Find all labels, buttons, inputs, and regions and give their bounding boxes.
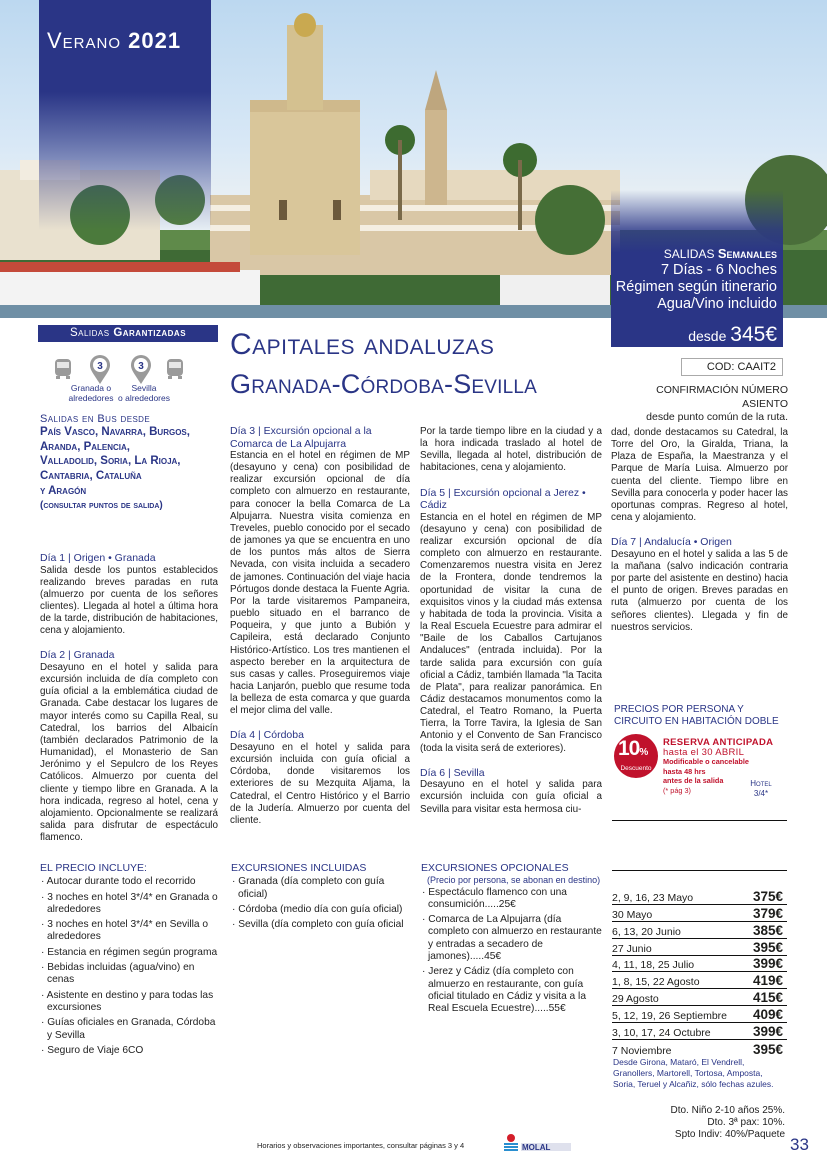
bus-departure-line: País Vasco, Navarra, Burgos, [40,426,190,438]
price-row [612,939,787,956]
pin-label-line: o alrededores [118,393,170,403]
list-item: · Guías oficiales en Granada, Córdoba y Sevilla [41,1017,216,1041]
optional-excursion [421,966,604,1015]
discount-child: Dto. Niño 2-10 años 25%. [670,1105,785,1116]
price-row-price: 409€ [752,1007,783,1023]
list-item: · Granada (día completo con guía oficial) [232,876,385,900]
price-row-dates: 1, 8, 15, 22 Agosto [612,976,700,989]
price-row [612,1023,787,1040]
list-item: · Seguro de Viaje 6CO [41,1044,144,1056]
optional-excursion [421,887,604,912]
optional-excursion [421,914,604,963]
optional-excursion-price: 25€ [498,898,516,910]
trip-duration: 7 Días - 6 Noches [660,262,777,278]
promo-line: RESERVA ANTICIPADA [663,737,774,748]
season-banner [39,0,211,230]
trip-drinks: Agua/Vino incluido [657,296,777,312]
pin-label-granada [66,383,116,403]
seat-confirmation [612,384,788,425]
percent-sign: % [639,747,648,758]
price-row-dates: 29 Agosto [612,993,659,1006]
footer-note: Horarios y observaciones importantes, consultar páginas 3 y 4 [257,1141,465,1150]
price-table [612,888,787,1057]
price-row-price: 375€ [752,888,783,904]
trip-regime: Régimen según itinerario [615,279,777,295]
list-item: · 3 noches en hotel 3*/4* en Granada o alrededores [41,891,218,915]
price-row [612,1040,787,1057]
guaranteed-departures-banner [38,325,218,342]
price-row [612,905,787,922]
price-row [612,989,787,1006]
day-6-text: Desayuno en el hotel y salida para excursión incluida con guía oficial a Sevilla para visitar esta hermosa ciu- [420,779,602,815]
confirmation-line-2: desde punto común de la ruta. [646,411,788,423]
departures-frequency [664,246,777,261]
price-row [612,972,787,989]
price-row [612,1006,787,1023]
promo-line: hasta el 30 ABRIL [663,746,745,758]
price-row-price: 379€ [752,905,783,921]
day-1-title: Día 1 | Origen • Granada [40,552,156,564]
promo-line: antes de la salida [663,776,724,786]
pin-label-sevilla [116,383,172,403]
departures-box [611,190,783,347]
season-word: Verano [47,28,122,53]
price-row-price: 395€ [752,1041,783,1057]
day-4-text-cont: Por la tarde tiempo libre en la ciudad y a la hora indicada traslado al hotel de Sevilla, llegada al hotel, distribución de habitaciones, cena y alojamiento. [420,426,602,474]
season-label [47,28,207,54]
price-row-price: 385€ [752,922,783,938]
promo-line: (* pág 3) [663,785,691,795]
optional-excursion-text: · Jerez y Cádiz (día completo con almuerzo en restaurante, con guía oficial titulado en Cádiz y visita a la Real Escuela Ecuestre)..... [422,966,586,1015]
day-2-text: Desayuno en el hotel y salida para excursión incluida de día completo con guía oficial a la emblemática ciudad de Granada. Cabe destacar los lugares de mayor interés como su Capilla Real, su Catedral, los barrios del Albaicín (también declarados Patrimonio de la Humanidad), el Monasterio de San Jerónimo y el Sepulcro de los Reyes Católicos. Almuerzo por cuenta del cliente y tiempo libre en Granada. A la hora indicada, regreso al hotel, cena y alojamiento. Opcionalmente se realizará salida para disfrutar de espectáculo flamenco. [40,661,218,844]
day-7-text: Desayuno en el hotel y salida a las 5 de la mañana (salvo indicación contraria por parte del asistente en destino) hacia el punto de origen. Breves paradas en ruta (almuerzo por cuenta de los señores clientes). Llegada y fin de nuestros servicios. [611,548,788,633]
day-7-title: Día 7 | Andalucía • Origen [611,536,732,549]
day-3-title: Día 3 | Excursión opcional a la Comarca de La Alpujarra [230,425,372,450]
list-item: · Autocar durante todo el recorrido [41,876,196,888]
bus-icon [164,358,186,380]
company-logo [503,1133,573,1153]
page-title: Capitales andaluzas [230,328,495,361]
excursions-included [231,862,416,934]
bus-departure-line: Valladolid, Soria, La Rioja, [40,455,181,468]
page-subtitle: Granada-Córdoba-Sevilla [230,369,538,399]
price-row-dates: 6, 13, 20 Junio [612,925,681,938]
guaranteed-label: Salidas [69,327,110,339]
itinerary-column-3 [420,426,602,828]
price-from [688,323,777,347]
price-row-price: 415€ [752,990,783,1006]
pin-label-line: Granada o [70,383,112,393]
promo-line: hasta 48 hrs [663,766,706,776]
day-5-title: Día 5 | Excursión opcional a Jerez • Cádiz [420,486,586,512]
pin-label-line: Sevilla [131,383,157,393]
route-icons [52,355,192,385]
price-row-price: 399€ [752,956,783,972]
price-includes [40,862,222,1060]
list-item: · Sevilla (día completo con guía oficial [232,919,404,931]
price-row [612,922,787,939]
price-prefix: desde [688,328,727,344]
bus-departures-list [40,425,225,513]
price-row-dates: 3, 10, 17, 24 Octubre [612,1027,711,1040]
single-supplement: Spto Indiv: 40%/Paquete [674,1129,785,1140]
itinerary-column-4 [611,427,788,646]
product-code: COD: CAAIT2 [681,358,783,376]
bus-icon [52,358,74,380]
price-row-price: 419€ [752,973,783,989]
pin-number: 3 [97,361,103,372]
price-row-dates: 4, 11, 18, 25 Julio [612,959,695,972]
guaranteed-label-bold: Garantizadas [113,327,187,339]
optional-excursion-price: 55€ [548,1003,566,1015]
discount-percent [618,737,647,761]
origin-note: Desde Girona, Mataró, El Vendrell, Granollers, Martorell, Tortosa, Amposta, Soria, Teruel y Alcañiz, sólo fechas azules. [613,1057,774,1089]
discount-third-pax: Dto. 3ª pax: 10%. [707,1117,785,1128]
discount-badge [614,734,658,778]
excursions-optional-title: EXCURSIONES OPCIONALES [421,862,569,874]
promo-line: Modificable o cancelable [663,757,749,767]
pin-label-line: alrededores [68,393,114,403]
optional-excursion-text: · Espectáculo flamenco con una consumición..... [422,886,567,910]
price-row-dates: 7 Noviembre [612,1044,672,1057]
pin-number: 3 [138,361,144,372]
list-item: · Estancia en régimen según programa [41,946,218,958]
optional-excursion-text: · Comarca de La Alpujarra (día completo con almuerzo en restaurante y entradas a secadero de jamones)..... [422,914,602,963]
season-year: 2021 [128,28,182,53]
price-value: 345€ [730,323,777,346]
itinerary-column-1 [40,552,218,856]
hotel-category: 3/4* [753,788,769,798]
hotel-label: Hotel [750,779,772,788]
departures-label: SALIDAS [663,247,715,261]
divider [612,870,787,871]
bus-departure-line: y Aragón [40,484,87,497]
price-row [612,888,787,905]
price-row-dates: 2, 9, 16, 23 Mayo [612,891,694,904]
excursions-included-title: EXCURSIONES INCLUIDAS [231,862,367,874]
confirmation-line-1: CONFIRMACIÓN NÚMERO ASIENTO [656,384,788,410]
list-item: · Bebidas incluidas (agua/vino) en cenas [41,962,195,986]
excursions-optional-note: (Precio por persona, se abonan en destino) [427,875,601,886]
bus-departure-line: Aranda, Palencia, [40,440,131,453]
bus-departure-note: (consultar puntos de salida) [40,499,163,511]
divider [612,820,787,821]
bus-departures-title: Salidas en Bus desde [40,413,151,425]
prices-title: PRECIOS POR PERSONA Y CIRCUITO EN HABITACIÓN DOBLE [614,704,779,727]
itinerary-column-2 [230,425,410,839]
discount-value: 10 [618,737,640,760]
discount-label: Descuento [620,765,652,772]
hotel-category-header [746,779,776,798]
price-row [612,956,787,973]
excursions-optional [421,862,604,1019]
map-pin-icon [130,355,152,385]
day-2-title: Día 2 | Granada [40,649,115,662]
day-4-title: Día 4 | Córdoba [230,729,304,742]
list-item: · Córdoba (medio día con guía oficial) [232,903,403,915]
day-4-text: Desayuno en el hotel y salida para excursión incluida con guía oficial a Córdoba, donde visitaremos los exteriores de su Mezquita Aljama, la Catedral, el Centro Histórico y el Barrio de la Judería. Almuerzo por cuenta del cliente. [230,741,410,826]
price-row-dates: 27 Junio [612,942,652,955]
day-6-text-cont: dad, donde destacamos su Catedral, la Torre del Oro, la Giralda, Triana, la Plaza de España, la Maestranza y el Parque de María Luisa. Almuerzo por cuenta del cliente. Tiempo libre en Sevilla para conocerla y poder hacer las oportunas compras. Regreso al hotel, cena y alojamiento. [611,427,788,524]
includes-title: EL PRECIO INCLUYE: [40,862,147,874]
logo-text: MOLAL [522,1143,551,1152]
list-item: · Asistente en destino y para todas las excursiones [41,989,214,1013]
list-item: · 3 noches en hotel 3*/4* en Sevilla o alrededores [41,919,209,943]
discounts [670,1105,785,1141]
page-number: 33 [790,1135,809,1154]
price-row-dates: 30 Mayo [612,908,653,921]
bus-departure-line: Cantabria, Cataluña [40,470,142,483]
day-6-title: Día 6 | Sevilla [420,766,485,779]
day-3-text: Estancia en el hotel en régimen de MP (desayuno y cena) con posibilidad de realizar excursión opcional de día completo con almuerzo en restaurante, para conocer la bella Comarca de La Alpujarra. Nuestra visita comienza en Treveles, pueblo conocido por el secado de jamones ya que se encuentra en uno de los puntos más altos de Sierra Nevada, con visita incluida a secadero de jamones. Continuación del viaje hacia Pórtugos donde destaca la Fuente Agria. Por la tarde visitaremos Pampaneira, pueblo situado en el barranco de Poqueira, y que junto a Bubión y Capileira, está declarado Conjunto Histórico-Artístico. Los tres mantienen el aspecto bereber en la arquitectura de sus casas y calles. Proseguiremos viaje hacia Lanjarón, pueblo que resume toda la belleza de esta comarca y que guarda el mejor clima del valle. [230,450,410,717]
map-pin-icon [89,355,111,385]
optional-excursion-price: 45€ [484,951,502,963]
day-1-text: Salida desde los puntos establecidos realizando breves paradas en ruta (almuerzo por cuenta de los señores clientes). Llegada al hotel a última hora de la tarde, distribución de habitaciones, cena y alojamiento. [40,564,218,637]
price-row-dates: 5, 12, 19, 26 Septiembre [612,1010,727,1023]
day-5-text: Estancia en el hotel en régimen de MP (desayuno y cena) con posibilidad de realizar excursión opcional de día completo con almuerzo en restaurante. Comenzaremos nuestra visita en Jerez de la Frontera, donde tendremos la oportunidad de visitar la cuna de exquisitos vinos y la ciudad más extensa y habitada de toda la provincia. Visita a la Real Escuela Ecuestre para admirar el "Baile de los Caballos Cartujanos Andaluces" (entrada incluida). Por la tarde salida para excursión con guía oficial a Cádiz, también llamada "la Tacita de Plata", para realizar panorámica. En Cádiz destacamos monumentos como la Catedral, el Teatro Romano, la Puerta Tierra, la Torre Tavira, la Iglesia de San Antonio y el Convento de San Francisco (toda la visita será de exteriores). [420,511,602,754]
price-row-price: 395€ [752,939,783,955]
price-row-price: 399€ [752,1024,783,1040]
departures-bold: Semanales [717,246,777,261]
